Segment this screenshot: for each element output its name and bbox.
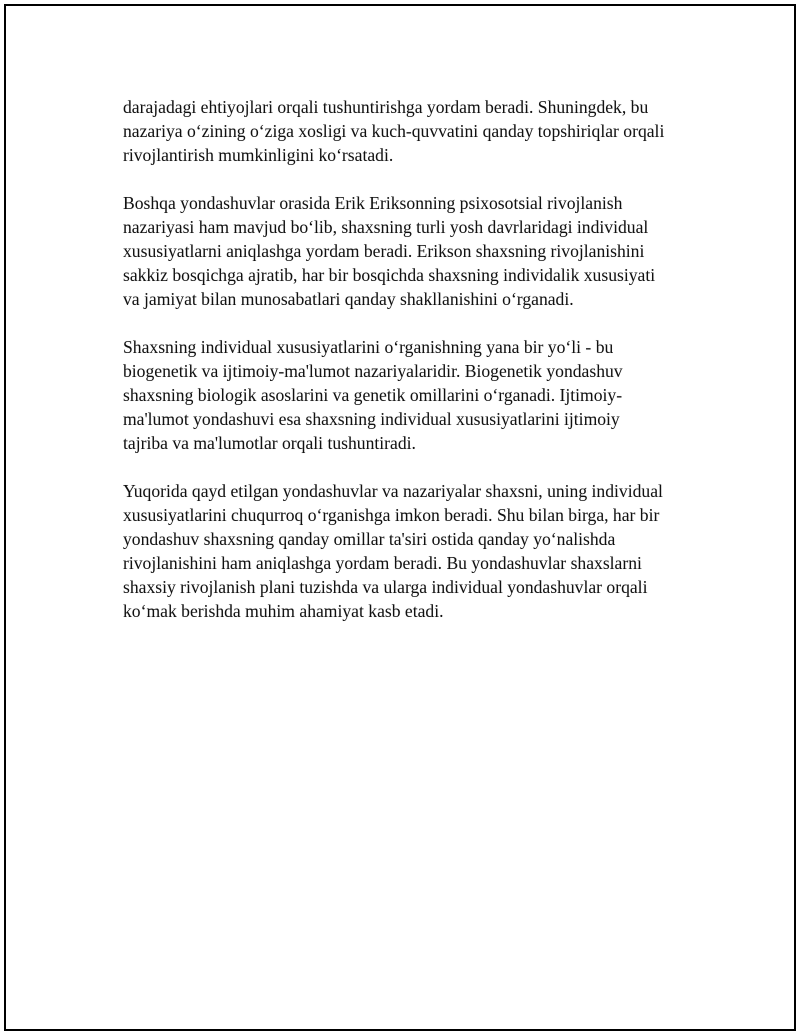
page-frame <box>4 4 796 1031</box>
text-line: yondashuv shaxsning qanday omillar ta'siri ostida qanday yo‘nalishda <box>123 529 616 549</box>
paragraph-1 <box>123 95 713 167</box>
text-line: shaxsiy rivojlanish plani tuzishda va ularga individual yondashuvlar orqali <box>123 577 648 597</box>
text-line: rivojlanishini ham aniqlashga yordam beradi. Bu yondashuvlar shaxslarni <box>123 553 642 573</box>
paragraph-2 <box>123 191 713 311</box>
text-line: xususiyatlarni aniqlashga yordam beradi. Erikson shaxsning rivojlanishini <box>123 241 645 261</box>
text-line: shaxsning biologik asoslarini va genetik omillarini o‘rganadi. Ijtimoiy- <box>123 385 623 405</box>
text-line: nazariyasi ham mavjud bo‘lib, shaxsning turli yosh davrlaridagi individual <box>123 217 649 237</box>
text-line: ma'lumot yondashuvi esa shaxsning individual xususiyatlarini ijtimoiy <box>123 409 620 429</box>
text-line: tajriba va ma'lumotlar orqali tushuntiradi. <box>123 433 416 453</box>
text-line: xususiyatlarini chuqurroq o‘rganishga imkon beradi. Shu bilan birga, har bir <box>123 505 660 525</box>
text-line: rivojlantirish mumkinligini ko‘rsatadi. <box>123 145 394 165</box>
text-line: nazariya o‘zining o‘ziga xosligi va kuch-quvvatini qanday topshiriqlar orqali <box>123 121 665 141</box>
text-line: Yuqorida qayd etilgan yondashuvlar va nazariyalar shaxsni, uning individual <box>123 481 663 501</box>
paragraph-4 <box>123 479 713 623</box>
paragraph-3 <box>123 335 713 455</box>
text-line: ko‘mak berishda muhim ahamiyat kasb etadi. <box>123 601 444 621</box>
document-body <box>123 95 713 647</box>
text-line: va jamiyat bilan munosabatlari qanday shakllanishini o‘rganadi. <box>123 289 574 309</box>
text-line: sakkiz bosqichga ajratib, har bir bosqichda shaxsning individalik xususiyati <box>123 265 656 285</box>
text-line: biogenetik va ijtimoiy-ma'lumot nazariyalaridir. Biogenetik yondashuv <box>123 361 623 381</box>
text-line: Boshqa yondashuvlar orasida Erik Eriksonning psixosotsial rivojlanish <box>123 193 623 213</box>
text-line: Shaxsning individual xususiyatlarini o‘rganishning yana bir yo‘li - bu <box>123 337 614 357</box>
text-line: darajadagi ehtiyojlari orqali tushuntirishga yordam beradi. Shuningdek, bu <box>123 97 649 117</box>
